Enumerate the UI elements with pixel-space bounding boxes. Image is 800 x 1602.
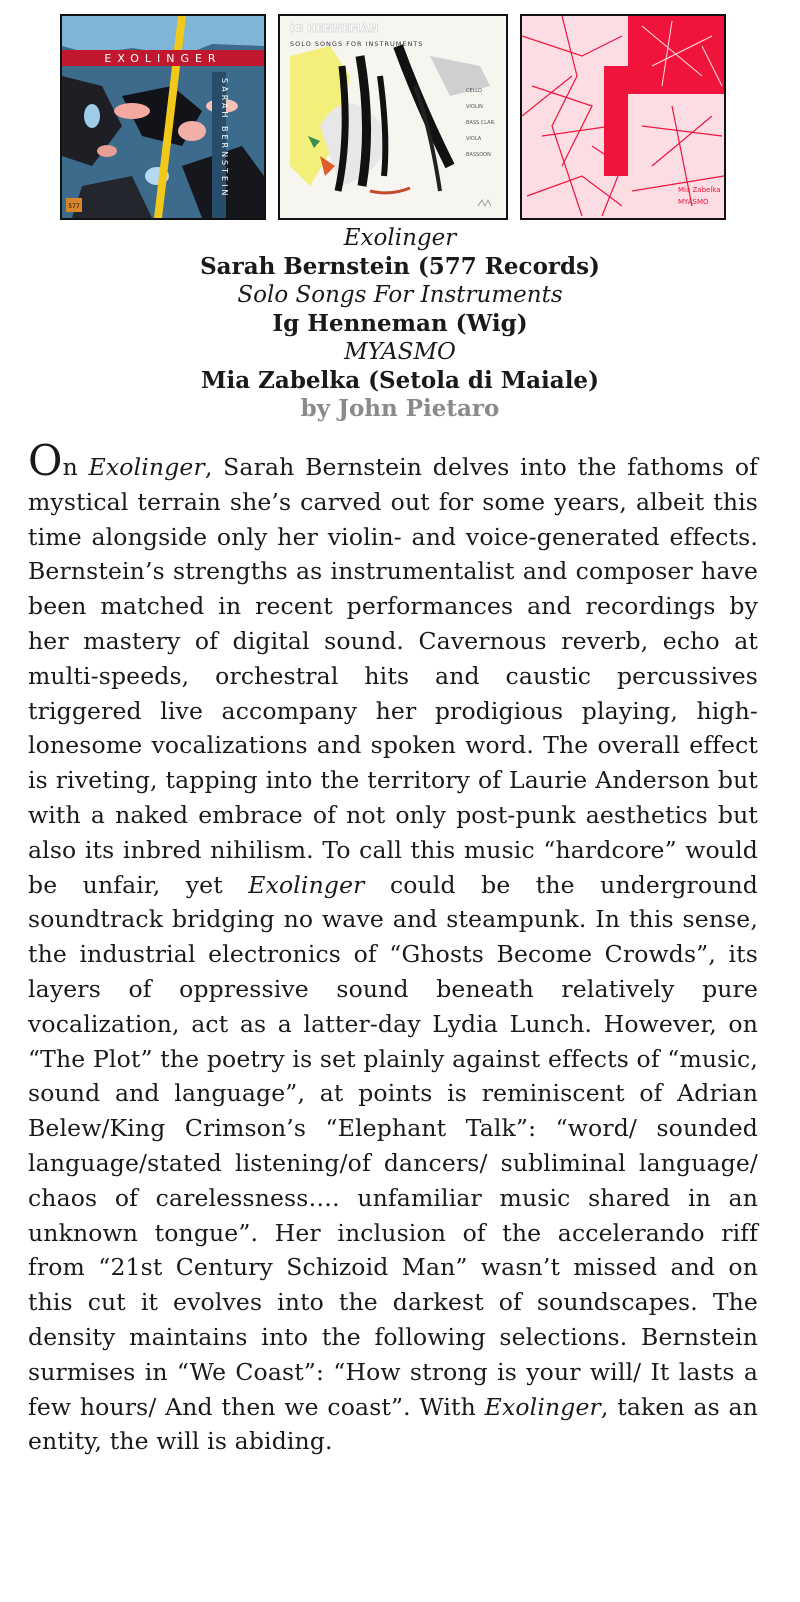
body-text: n <box>62 453 89 481</box>
cover2-credit-5: BASSOON <box>466 152 491 158</box>
drop-cap: O <box>28 436 63 485</box>
body-text-italic: Exolinger <box>484 1392 601 1421</box>
body-text: , Sarah Bernstein delves into the fathoms of mystical terrain she’s carved out for some years, albeit this time alongside only her violin- and voice-generated effects. Bernstein’s strengths as instrumentalist and composer have been matched in recent performances and recordings by her mastery of digital sound. Cavernous reverb, echo at multi-speeds, orchestral hits and caustic percussives triggered live accompany her prodigious playing, high-lonesome vocalizations and spoken word. The overall effect is riveting, tapping into the territory of Laurie Anderson but with a naked embrace of not only post-punk aesthetics but also its inbred nihilism. To call this music “hardcore” would be unfair, yet <box>28 453 758 899</box>
cover2-subtitle: SOLO SONGS FOR INSTRUMENTS <box>290 40 424 48</box>
cover3-artist: Mia Zabelka <box>678 186 721 194</box>
album-title-2: Solo Songs For Instruments <box>237 282 563 308</box>
solo-songs-cover <box>278 14 508 220</box>
cover2-credit-2: VIOLIN <box>466 104 483 110</box>
artist-label-3: Mia Zabelka (Setola di Maiale) <box>201 366 599 394</box>
body-text-italic: Exolinger <box>248 870 365 899</box>
cover2-credit-4: VIOLA <box>466 136 482 142</box>
body-text: could be the underground soundtrack bridging no wave and steampunk. In this sense, the industrial electronics of “Ghosts Become Crowds”, its layers of oppressive sound beneath relatively pure vocalization, act as a latter-day Lydia Lunch. However, on “The Plot” the poetry is set plainly against effects of “music, sound and language”, at points is reminiscent of Adrian Belew/King Crimson’s “Elephant Talk”: “word/ sounded language/stated listening/of dancers/ subliminal language/ chaos of carelessness…. unfamiliar music shared in an unknown tongue”. Her inclusion of the accelerando riff from “21st Century Schizoid Man” wasn’t missed and on this cut it evolves into the darkest of soundscapes. The density maintains into the following selections. Bernstein surmises in “We Coast”: “How strong is your will/ It lasts a few hours/ And then we coast”. With <box>28 870 758 1421</box>
album-covers <box>60 14 728 220</box>
cover1-title: EXOLINGER <box>104 52 222 65</box>
exolinger-cover <box>60 14 266 220</box>
solo-songs-artwork <box>280 16 506 218</box>
cover2-credit-1: CELLO <box>466 88 482 94</box>
myasmo-cover <box>520 14 726 220</box>
exolinger-artwork <box>62 16 264 218</box>
byline: by John Pietaro <box>300 395 500 422</box>
body-text-italic: Exolinger <box>88 453 205 481</box>
artist-label-1: Sarah Bernstein (577 Records) <box>200 252 600 280</box>
album-title-1: Exolinger <box>343 225 457 251</box>
body-text: , taken as an entity, the will is abiding. <box>28 1392 758 1456</box>
artist-label-2: Ig Henneman (Wig) <box>272 309 528 337</box>
review-body <box>28 436 758 1459</box>
cover2-title: IG HENNEMAN <box>290 22 379 35</box>
album-title-3: MYASMO <box>344 339 456 365</box>
cover1-artist: SARAH BERNSTEIN <box>220 78 229 199</box>
myasmo-artwork <box>522 16 724 218</box>
review-heading <box>0 224 800 424</box>
cover2-credit-3: BASS CLAR. <box>466 120 496 126</box>
cover1-label: 577 <box>68 203 80 210</box>
cover3-title: MYASMO <box>678 198 709 206</box>
